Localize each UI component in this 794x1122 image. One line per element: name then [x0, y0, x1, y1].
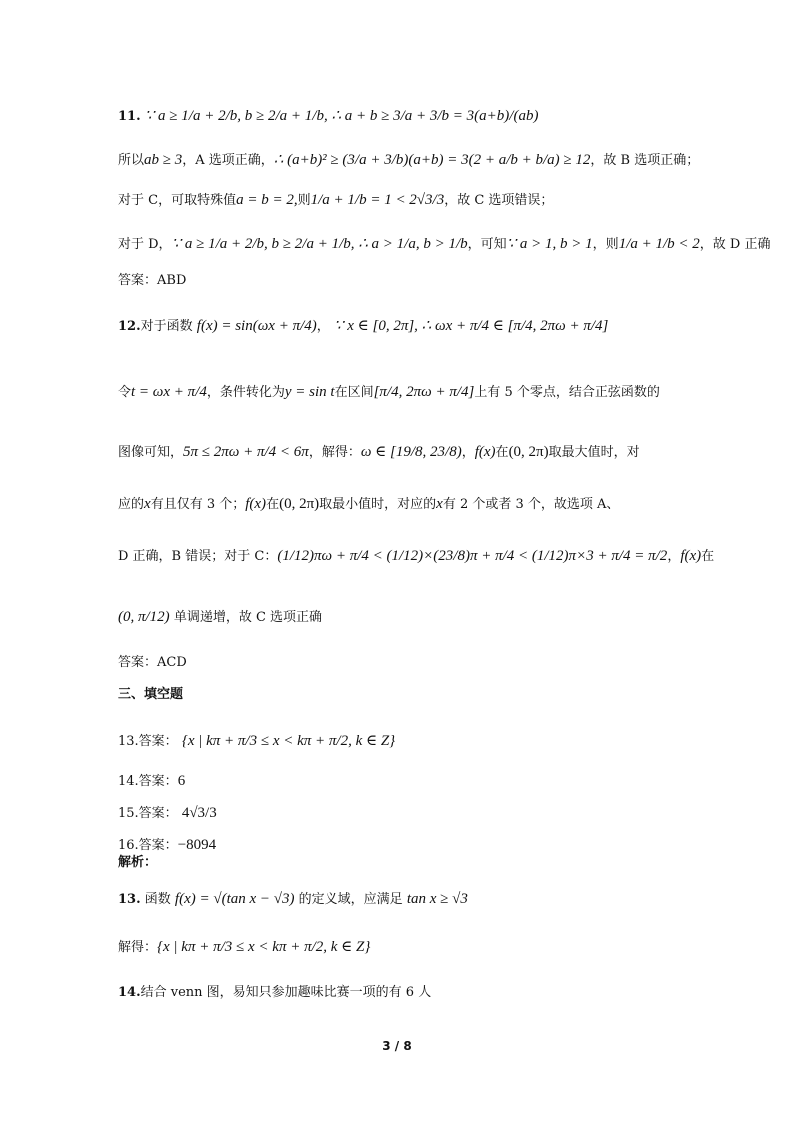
analysis-text: 的定义域，应满足	[298, 892, 403, 907]
q11-text: 所以	[118, 153, 145, 168]
q12-formula: (0, 2π)	[279, 496, 320, 512]
q11-line-2	[118, 152, 699, 169]
q12-text: 单调递增，故 C 选项正确	[173, 610, 323, 625]
q12-line-4	[118, 496, 619, 513]
q11-formula: ∵ a > 1, b > 1	[506, 236, 593, 252]
q12-line-2	[118, 384, 660, 401]
q12-line-5	[118, 548, 714, 565]
q11-number: 11.	[118, 109, 141, 124]
answer-value: 4√3/3	[181, 805, 217, 821]
q12-text: 在	[701, 549, 715, 564]
q12-formula: f(x)	[474, 444, 496, 460]
answer-15	[118, 805, 217, 822]
q11-formula-1: ∵ a ≥ 1/a + 2/b, b ≥ 2/a + 1/b, ∴ a + b ≥ 3/a + 3/b = 3(a+b)/(ab)	[144, 108, 539, 124]
q12-formula: (1/12)πω + π/4 < (1/12)×(23/8)π + π/4 < (1/12)π×3 + π/4 = π/2	[277, 548, 668, 564]
q12-text: 取最大值时，对	[548, 445, 640, 460]
q12-text: ，	[316, 319, 330, 334]
q11-text: 则	[297, 193, 311, 208]
q12-text: 对于函数	[140, 319, 193, 334]
q11-line-1	[118, 108, 538, 125]
answer-14	[118, 773, 185, 790]
answer-label: 16.答案：	[118, 838, 178, 853]
page-number: 3 / 8	[382, 1039, 412, 1053]
q12-text: 有且仅有 3 个；	[150, 497, 246, 512]
q12-text: ，	[667, 549, 681, 564]
q12-line-6	[118, 609, 322, 626]
q12-formula: f(x) = sin(ωx + π/4)	[196, 318, 317, 334]
q11-text: 对于 D，	[118, 237, 172, 252]
q11-text: ，则	[592, 237, 619, 252]
answer-13	[118, 733, 395, 750]
q12-text: ，解得：	[308, 445, 361, 460]
answer-value: {x | kπ + π/3 ≤ x < kπ + π/2, k ∈ Z}	[181, 733, 396, 749]
analysis-text: 函数	[144, 892, 171, 907]
analysis-number: 13.	[118, 892, 141, 907]
q12-formula: f(x)	[680, 548, 702, 564]
q12-formula: [π/4, 2πω + π/4]	[373, 384, 475, 400]
q12-formula: ∵ x ∈ [0, 2π], ∴ ωx + π/4 ∈ [π/4, 2πω + π/4]	[333, 318, 609, 334]
answer-value: −8094	[177, 837, 217, 853]
q12-text: 上有 5 个零点，结合正弦函数的	[474, 385, 660, 400]
q11-answer: 答案：ABD	[118, 273, 187, 288]
q12-line-1	[118, 318, 608, 335]
q12-formula: x	[144, 496, 151, 512]
q12-text: 令	[118, 385, 132, 400]
q11-formula: ∴ (a+b)² ≥ (3/a + 3/b)(a+b) = 3(2 + a/b + b/a) ≥ 12	[273, 152, 591, 168]
q12-text: 图像可知，	[118, 445, 184, 460]
answer-value: 6	[177, 773, 186, 789]
q11-line-3	[118, 192, 553, 209]
q12-formula: t = ωx + π/4	[131, 384, 207, 400]
q11-text: 对于 C，可取特殊值	[118, 193, 237, 208]
analysis-text: 解得：	[118, 940, 158, 955]
q11-text: ，故 C 选项错误；	[444, 193, 554, 208]
analysis-formula: {x | kπ + π/3 ≤ x < kπ + π/2, k ∈ Z}	[157, 939, 371, 955]
q12-text: 在区间	[334, 385, 374, 400]
q12-text: 取最小值时，对应的	[319, 497, 437, 512]
q11-text: ，A 选项正确，	[182, 153, 274, 168]
q12-text: D 正确，B 错误；对于 C：	[118, 549, 278, 564]
q12-number: 12.	[118, 319, 141, 334]
q11-formula: ∵ a ≥ 1/a + 2/b, b ≥ 2/a + 1/b, ∴ a > 1/a, b > 1/b	[171, 236, 468, 252]
q11-formula: 1/a + 1/b < 2	[618, 236, 700, 252]
analysis-13-line-2	[118, 939, 370, 956]
q11-formula: ab ≥ 3	[144, 152, 183, 168]
analysis-13-line-1	[118, 891, 468, 908]
q12-formula: (0, π/12)	[118, 609, 170, 625]
q12-text: 在	[495, 445, 509, 460]
analysis-number: 14.	[118, 985, 141, 1000]
answer-label: 15.答案：	[118, 806, 178, 821]
analysis-formula: f(x) = √(tan x − √3)	[174, 891, 295, 907]
q12-formula: x	[436, 496, 443, 512]
q12-text: 应的	[118, 497, 145, 512]
q12-line-3	[118, 444, 640, 461]
answer-label: 13.答案：	[118, 734, 178, 749]
q12-formula: 5π ≤ 2πω + π/4 < 6π	[183, 444, 309, 460]
q12-answer: 答案：ACD	[118, 655, 187, 670]
q12-text: ，条件转化为	[206, 385, 285, 400]
q11-text: ，故 B 选项正确；	[590, 153, 700, 168]
section-title: 三、填空题	[118, 687, 184, 702]
q12-formula: y = sin t	[284, 384, 335, 400]
q11-text: ，故 D 正确	[699, 237, 771, 252]
q11-formula: 1/a + 1/b = 1 < 2√3/3	[310, 192, 445, 208]
q12-formula: (0, 2π)	[508, 444, 549, 460]
analysis-formula: tan x ≥ √3	[406, 891, 468, 907]
answer-label: 14.答案：	[118, 774, 178, 789]
q11-formula: a = b = 2,	[236, 192, 298, 208]
answer-16	[118, 837, 216, 854]
q12-text: 在	[266, 497, 280, 512]
q12-formula: ω ∈ [19/8, 23/8)	[360, 444, 462, 460]
q12-text: ，	[461, 445, 475, 460]
analysis-title: 解析：	[118, 855, 158, 870]
q12-text: 有 2 个或者 3 个，故选项 A、	[442, 497, 620, 512]
analysis-14	[118, 985, 431, 1001]
q11-text: ，可知	[467, 237, 507, 252]
analysis-text: 结合 venn 图，易知只参加趣味比赛一项的有 6 人	[140, 985, 432, 1000]
q12-formula: f(x)	[245, 496, 267, 512]
q11-line-4	[118, 236, 770, 253]
